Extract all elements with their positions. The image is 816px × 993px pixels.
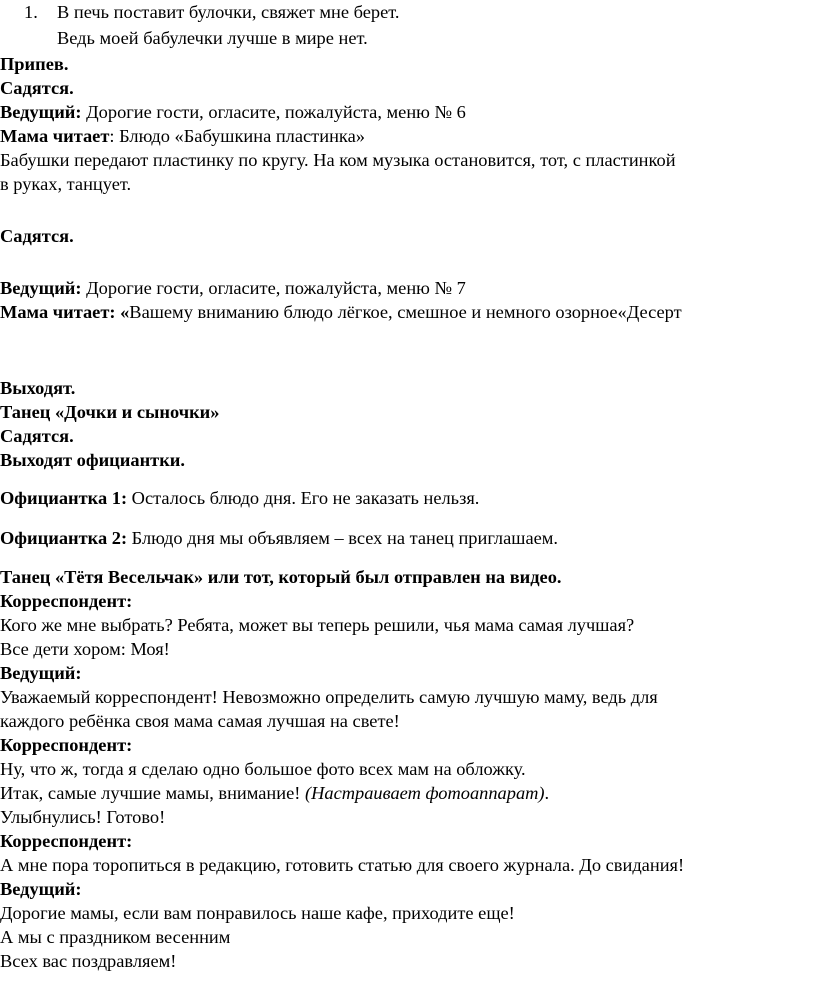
text-line: в руках, танцует. [0, 174, 132, 194]
text-line: А мы с праздником весенним [0, 927, 231, 947]
dialogue-line: Ведущий: Дорогие гости, огласите, пожалуйста, меню № 6 [0, 102, 466, 122]
text-line: Всех вас поздравляем! [0, 951, 177, 971]
dialogue-line: Официантка 1: Осталось блюдо дня. Его не заказать нельзя. [0, 488, 480, 508]
dialogue-line: Мама читает: «Вашему вниманию блюдо лёгкое, смешное и немного озорное«Десерт [0, 302, 682, 322]
text-line: Ну, что ж, тогда я сделаю одно большое фото всех мам на обложку. [0, 759, 526, 779]
stage-direction: Танец «Дочки и сыночки» [0, 402, 220, 422]
dialogue-line: Официантка 2: Блюдо дня мы объявляем – всех на танец приглашаем. [0, 528, 558, 548]
stage-remark: (Настраивает фотоаппарат) [305, 783, 545, 803]
speaker-label: Ведущий: [0, 102, 82, 122]
text-line: Улыбнулись! Готово! [0, 807, 166, 827]
text-line: Итак, самые лучшие мамы, внимание! (Настраивает фотоаппарат). [0, 783, 550, 803]
dialogue-line: Ведущий: Дорогие гости, огласите, пожалуйста, меню № 7 [0, 278, 466, 298]
speaker-heading: Ведущий: [0, 879, 82, 899]
dialogue-line: Мама читает: Блюдо «Бабушкина пластинка» [0, 126, 365, 146]
speaker-label: Официантка 1: [0, 488, 128, 508]
speaker-heading: Корреспондент: [0, 831, 133, 851]
speaker-heading: Корреспондент: [0, 735, 133, 755]
stage-direction: Танец «Тётя Весельчак» или тот, который был отправлен на видео. [0, 567, 562, 587]
speaker-heading: Ведущий: [0, 663, 82, 683]
text-line: Кого же мне выбрать? Ребята, может вы теперь решили, чья мама самая лучшая? [0, 615, 635, 635]
stage-direction: Садятся. [0, 78, 74, 98]
text-line: Дорогие мамы, если вам понравилось наше кафе, приходите еще! [0, 903, 515, 923]
speaker-label: Официантка 2: [0, 528, 128, 548]
speaker-heading: Корреспондент: [0, 591, 133, 611]
speaker-label: Мама читает: « [0, 302, 130, 322]
stage-direction: Выходят. [0, 378, 76, 398]
text-line: Уважаемый корреспондент! Невозможно определить самую лучшую маму, ведь для [0, 687, 658, 707]
list-item [24, 1, 38, 25]
stage-direction: Выходят официантки. [0, 450, 185, 470]
text-line: А мне пора торопиться в редакцию, готовить статью для своего журнала. До свидания! [0, 855, 685, 875]
speaker-label: Ведущий: [0, 278, 82, 298]
stage-direction: Припев. [0, 54, 69, 74]
stage-direction: Садятся. [0, 426, 74, 446]
text-line: Все дети хором: Моя! [0, 639, 170, 659]
poem-line: В печь поставит булочки, свяжет мне берет. [57, 2, 400, 22]
stage-direction: Садятся. [0, 226, 74, 246]
speaker-label: Мама читает [0, 126, 110, 146]
poem-line: Ведь моей бабулечки лучше в мире нет. [57, 28, 368, 48]
text-line: Бабушки передают пластинку по кругу. На ком музыка остановится, тот, с пластинкой [0, 150, 676, 170]
text-line: каждого ребёнка своя мама самая лучшая на свете! [0, 711, 400, 731]
list-number: 1. [24, 2, 38, 22]
